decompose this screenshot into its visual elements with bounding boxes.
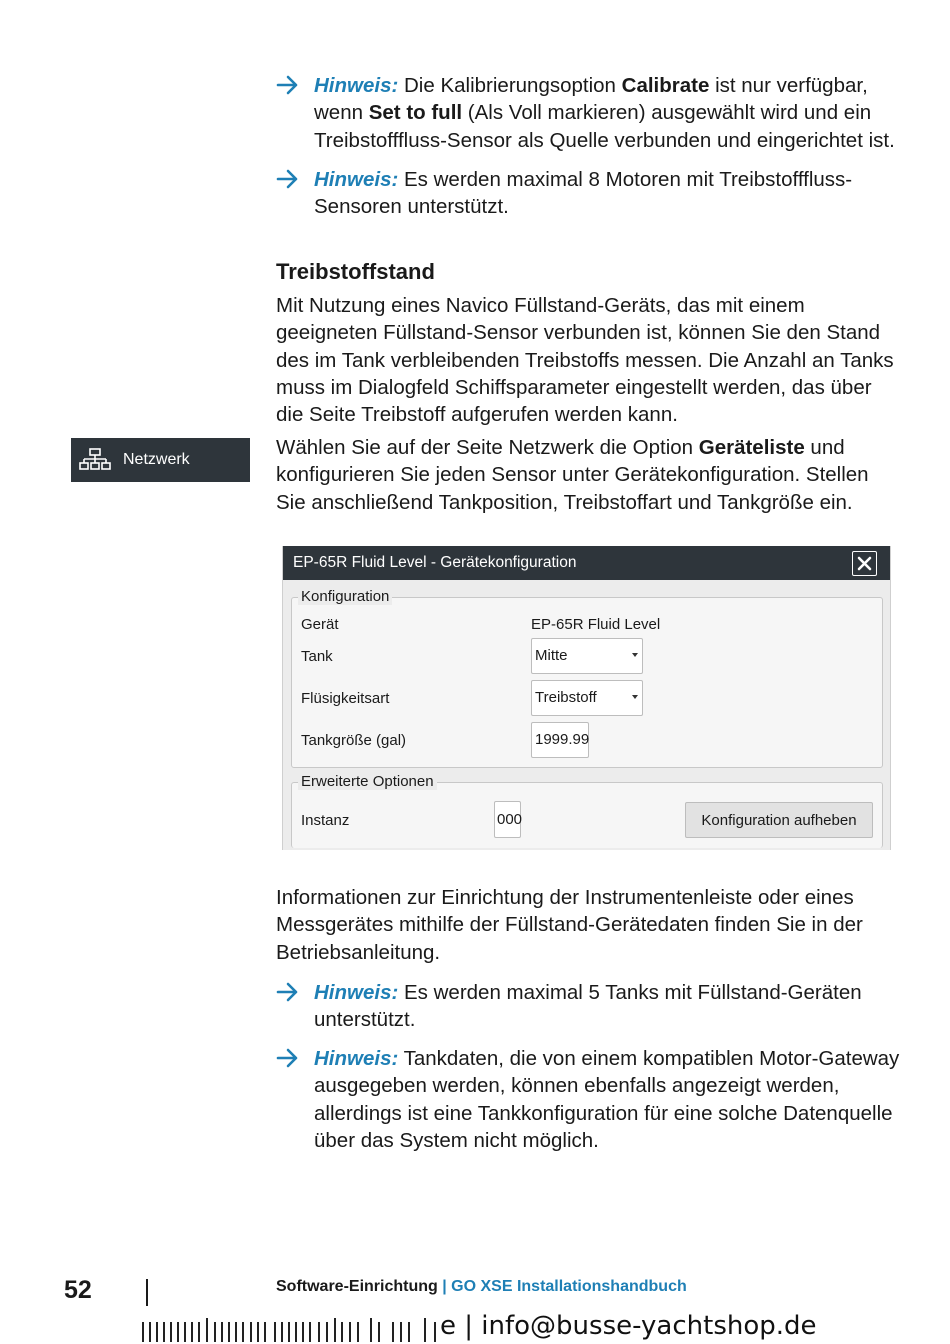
dropdown-caret-icon (632, 695, 638, 699)
note-tanks: Hinweis: Es werden maximal 5 Tanks mit Füllstand-Geräten unterstützt. (276, 979, 901, 1034)
dialog-title: EP-65R Fluid Level - Gerätekonfiguration (293, 554, 577, 571)
instance-input[interactable]: 000 (494, 801, 521, 838)
device-label: Gerät (301, 616, 339, 633)
note-motors: Hinweis: Es werden maximal 8 Motoren mit Treibstofffluss-Sensoren unterstützt. (276, 166, 901, 221)
group-legend: Konfiguration (298, 588, 392, 605)
konfiguration-group (291, 588, 883, 768)
tank-size-label: Tankgröße (gal) (301, 732, 407, 749)
close-button[interactable] (852, 551, 877, 576)
footer-divider (146, 1279, 148, 1306)
intro-paragraph: Mit Nutzung eines Navico Füllstand-Geräts, das mit einem geeigneten Füllstand-Sensor verbunden ist, können Sie den Stand des im Tank verbleibenden Treibstoffs messen. Die Anzahl an Tanks muss im Dialogfeld Schiffsparameter eingestellt werden, das über die Seite Treibstoff aufgerufen werden kann. (276, 294, 894, 427)
note-gateway: Hinweis: Tankdaten, die von einem kompatiblen Motor-Gateway ausgegeben werden, können ebenfalls angezeigt werden, allerdings ist eine Tankkonfiguration für eine solche Datenquelle über das System nicht möglich. (276, 1045, 901, 1154)
tank-select[interactable]: Mitte (531, 638, 643, 674)
barcode-strip (142, 1318, 438, 1342)
set-to-full-term: Set to full (368, 101, 463, 125)
close-icon (857, 556, 872, 571)
group-legend: Erweiterte Optionen (298, 773, 437, 790)
reset-configuration-button[interactable]: Konfiguration aufheben (685, 802, 873, 838)
note-hint-label: Hinweis: (314, 981, 399, 1004)
dialog-titlebar (283, 546, 890, 580)
network-icon (79, 447, 111, 473)
dropdown-caret-icon (632, 653, 638, 657)
calibrate-term: Calibrate (621, 74, 710, 97)
fluid-type-select[interactable]: Treibstoff (531, 680, 643, 716)
fluid-type-label: Flüsigkeitsart (301, 690, 390, 707)
info-paragraph: Informationen zur Einrichtung der Instrumentenleiste oder eines Messgerätes mithilfe der Füllstand-Gerätedaten finden Sie in der Betriebsanleitung. (276, 886, 863, 964)
geraeteliste-term: Geräteliste (698, 436, 805, 459)
instance-label: Instanz (301, 812, 350, 829)
note-hint-label: Hinweis: (314, 168, 399, 191)
arrow-right-icon (276, 168, 300, 190)
page-number: 52 (64, 1276, 92, 1304)
config-dialog (282, 546, 891, 850)
arrow-right-icon (276, 981, 300, 1003)
tank-size-input[interactable]: 1999.99 (531, 722, 589, 758)
note-hint-label: Hinweis: (314, 1047, 399, 1070)
instruction-paragraph: Wählen Sie auf der Seite Netzwerk die Option Geräteliste und konfigurieren Sie jeden Sensor unter Gerätekonfiguration. Stellen Sie anschließend Tankposition, Treibstoffart und Tankgröße ein. (276, 436, 869, 514)
note-calibrate: Hinweis: Die Kalibrierungsoption Calibrate ist nur verfügbar, wenn Set to full (Als Voll markieren) ausgewählt wird und ein Treibstofffluss-Sensor als Quelle verbunden und eingerichtet ist. (276, 72, 901, 154)
footer-contact: e | info@busse-yachtshop.de (440, 1311, 817, 1341)
tank-label: Tank (301, 648, 333, 665)
netzwerk-badge (71, 438, 250, 482)
device-value: EP-65R Fluid Level (531, 616, 661, 633)
erweiterte-optionen-group (291, 773, 883, 848)
section-heading: Treibstoffstand (276, 259, 435, 284)
arrow-right-icon (276, 74, 300, 96)
arrow-right-icon (276, 1047, 300, 1069)
footer-title: Software-Einrichtung | GO XSE Installationshandbuch (276, 1278, 687, 1295)
netzwerk-label: Netzwerk (123, 451, 190, 468)
note-hint-label: Hinweis: (314, 74, 399, 97)
